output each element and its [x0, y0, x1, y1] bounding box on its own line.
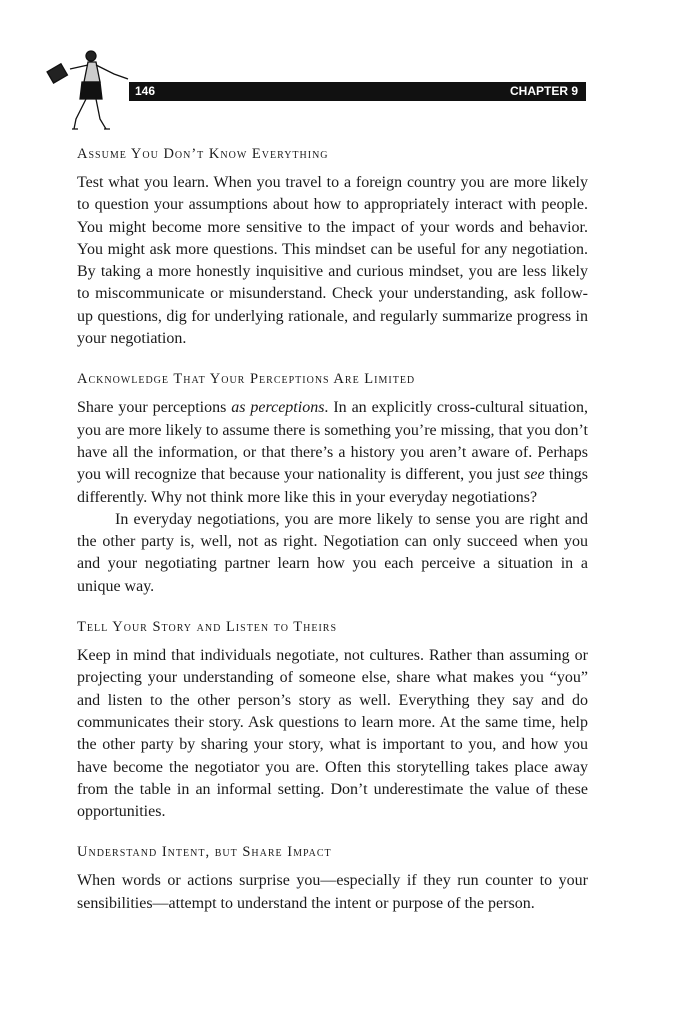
paragraph: When words or actions surprise you—especially if they run counter to your sensibilities—attempt to understand the intent or purpose of the person. [77, 872, 588, 912]
paragraph: Keep in mind that individuals negotiate, not cultures. Rather than assuming or projecting your understanding of someone else, share what makes you “you” and listen to the other person’s story as well. Everything they say and do communicates their story. Ask questions to learn more. At the same time, help the other party by sharing your story, what is important to you, and how you have become the negotiator you are. Often this storytelling takes place away from the table in an informal setting. Don’t underestimate the value of these opportunities. [77, 647, 588, 821]
businesswoman-illustration [44, 47, 134, 135]
chapter-label: CHAPTER 9 [509, 84, 578, 98]
paragraph: In everyday negotiations, you are more likely to sense you are right and the other party is, well, not as right. Negotiation can only succeed when you and your negotiating partner learn how you each perceive a situation in a unique way. [77, 510, 588, 595]
running-header [129, 82, 586, 101]
section-heading: Acknowledge That Your Perceptions Are Limited [77, 371, 416, 388]
page-body [77, 145, 588, 915]
section-heading: Assume You Don’t Know Everything [77, 146, 329, 162]
section-heading: Tell Your Story and Listen to Theirs [77, 619, 338, 636]
paragraph: Share your perceptions as perceptions. In an explicitly cross-cultural situation, you are more likely to assume there is something you’re missing, that you don’t have all the information, or that there’s a history you aren’t aware of. Perhaps you will recognize that because your nationality is different, you just see things differently. Why not think more like this in your everyday negotiations? [77, 399, 588, 506]
paragraph: Test what you learn. When you travel to a foreign country you are more likely to question your assumptions about how to appropriately interact with people. You might become more sensitive to the impact of your words and behavior. You might ask more questions. This mindset can be useful for any negotiation. By taking a more honestly inquisitive and curious mindset, you are less likely to miscommunicate or misunderstand. Check your understanding, ask follow-up questions, dig for underlying rationale, and regularly summarize progress in your negotiation. [77, 174, 588, 348]
section-heading: Understand Intent, but Share Impact [77, 844, 332, 861]
page-number: 146 [135, 84, 156, 98]
